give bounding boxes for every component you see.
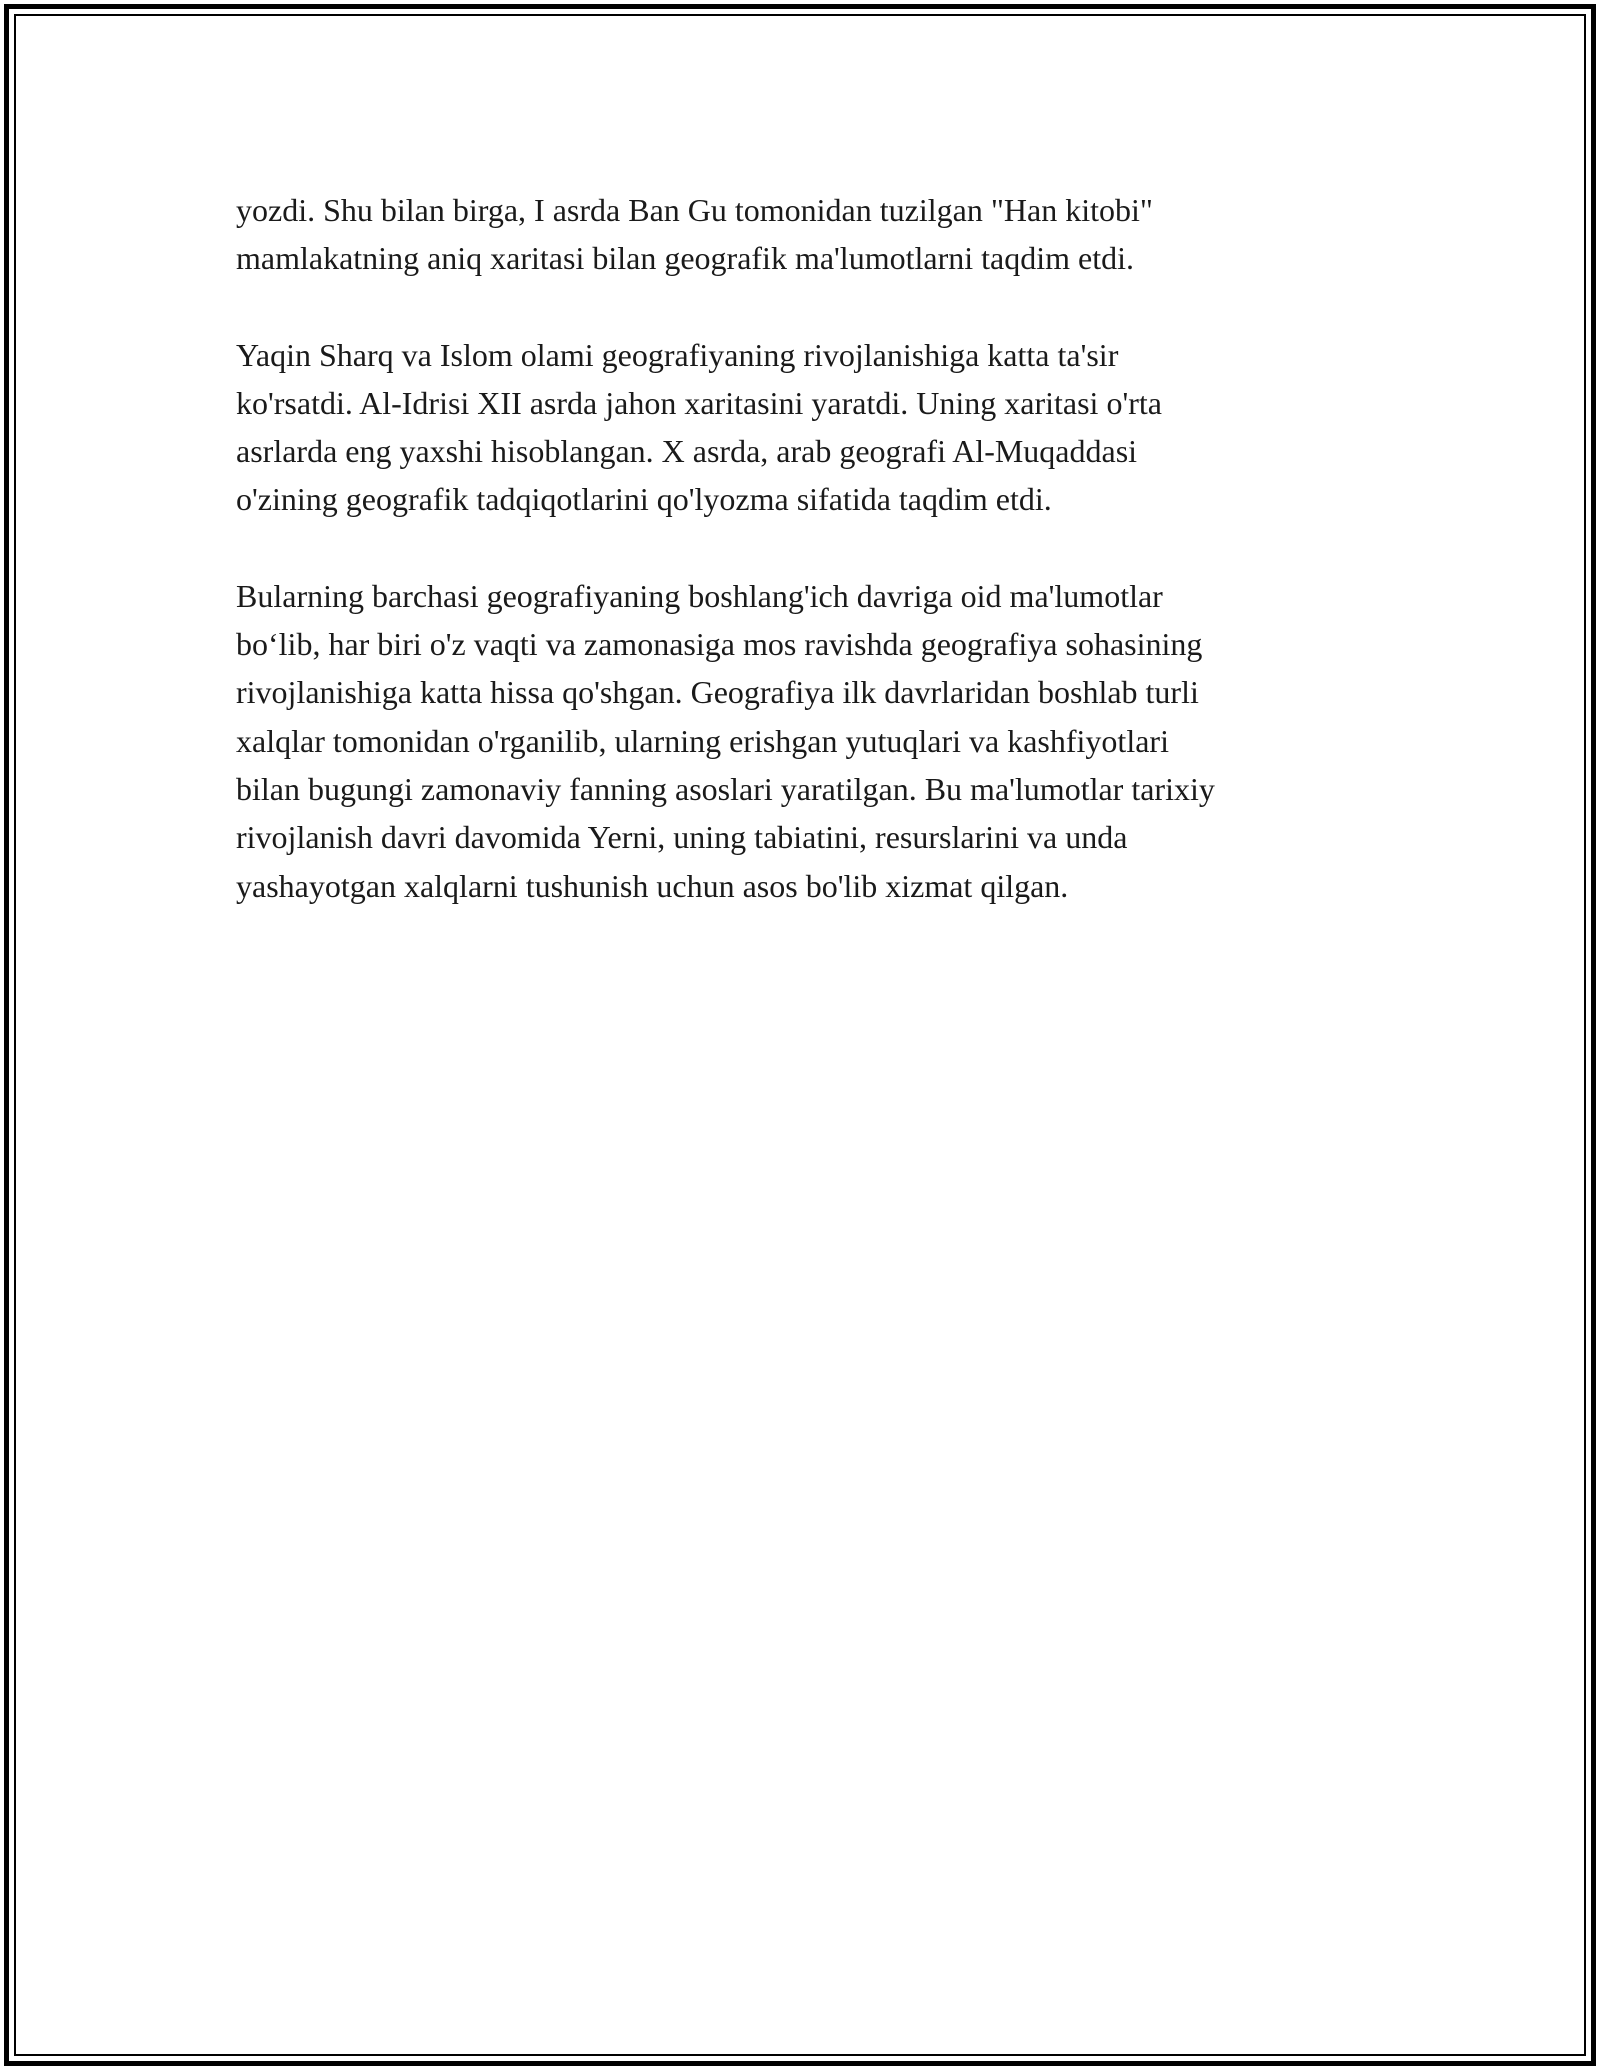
paragraph-3	[236, 572, 1396, 910]
paragraph-line: yashayotgan xalqlarni tushunish uchun asos bo'lib xizmat qilgan.	[236, 867, 1069, 904]
paragraph-line: rivojlanish davri davomida Yerni, uning tabiatini, resurslarini va unda	[236, 819, 1128, 856]
paragraph-line: ko'rsatdi. Al-Idrisi XII asrda jahon xaritasini yaratdi. Uning xaritasi o'rta	[236, 384, 1162, 421]
paragraph-2	[236, 331, 1396, 524]
paragraph-line: rivojlanishiga katta hissa qo'shgan. Geografiya ilk davrlaridan boshlab turli	[236, 674, 1199, 711]
paragraph-1	[236, 186, 1396, 283]
paragraph-line: Yaqin Sharq va Islom olami geografiyaning rivojlanishiga katta ta'sir	[236, 336, 1119, 373]
paragraph-line: xalqlar tomonidan o'rganilib, ularning erishgan yutuqlari va kashfiyotlari	[236, 722, 1169, 759]
paragraph-line: bilan bugungi zamonaviy fanning asoslari yaratilgan. Bu ma'lumotlar tarixiy	[236, 770, 1215, 807]
paragraph-line: mamlakatning aniq xaritasi bilan geografik ma'lumotlarni taqdim etdi.	[236, 240, 1134, 277]
paragraph-line: bo‘lib, har biri o'z vaqti va zamonasiga mos ravishda geografiya sohasining	[236, 626, 1203, 663]
paragraph-line: asrlarda eng yaxshi hisoblangan. X asrda, arab geografi Al-Muqaddasi	[236, 433, 1138, 470]
document-body	[236, 186, 1396, 958]
paragraph-line: yozdi. Shu bilan birga, I asrda Ban Gu tomonidan tuzilgan "Han kitobi"	[236, 192, 1153, 228]
paragraph-line: Bularning barchasi geografiyaning boshlang'ich davriga oid ma'lumotlar	[236, 577, 1163, 614]
paragraph-line: o'zining geografik tadqiqotlarini qo'lyozma sifatida taqdim etdi.	[236, 481, 1052, 518]
